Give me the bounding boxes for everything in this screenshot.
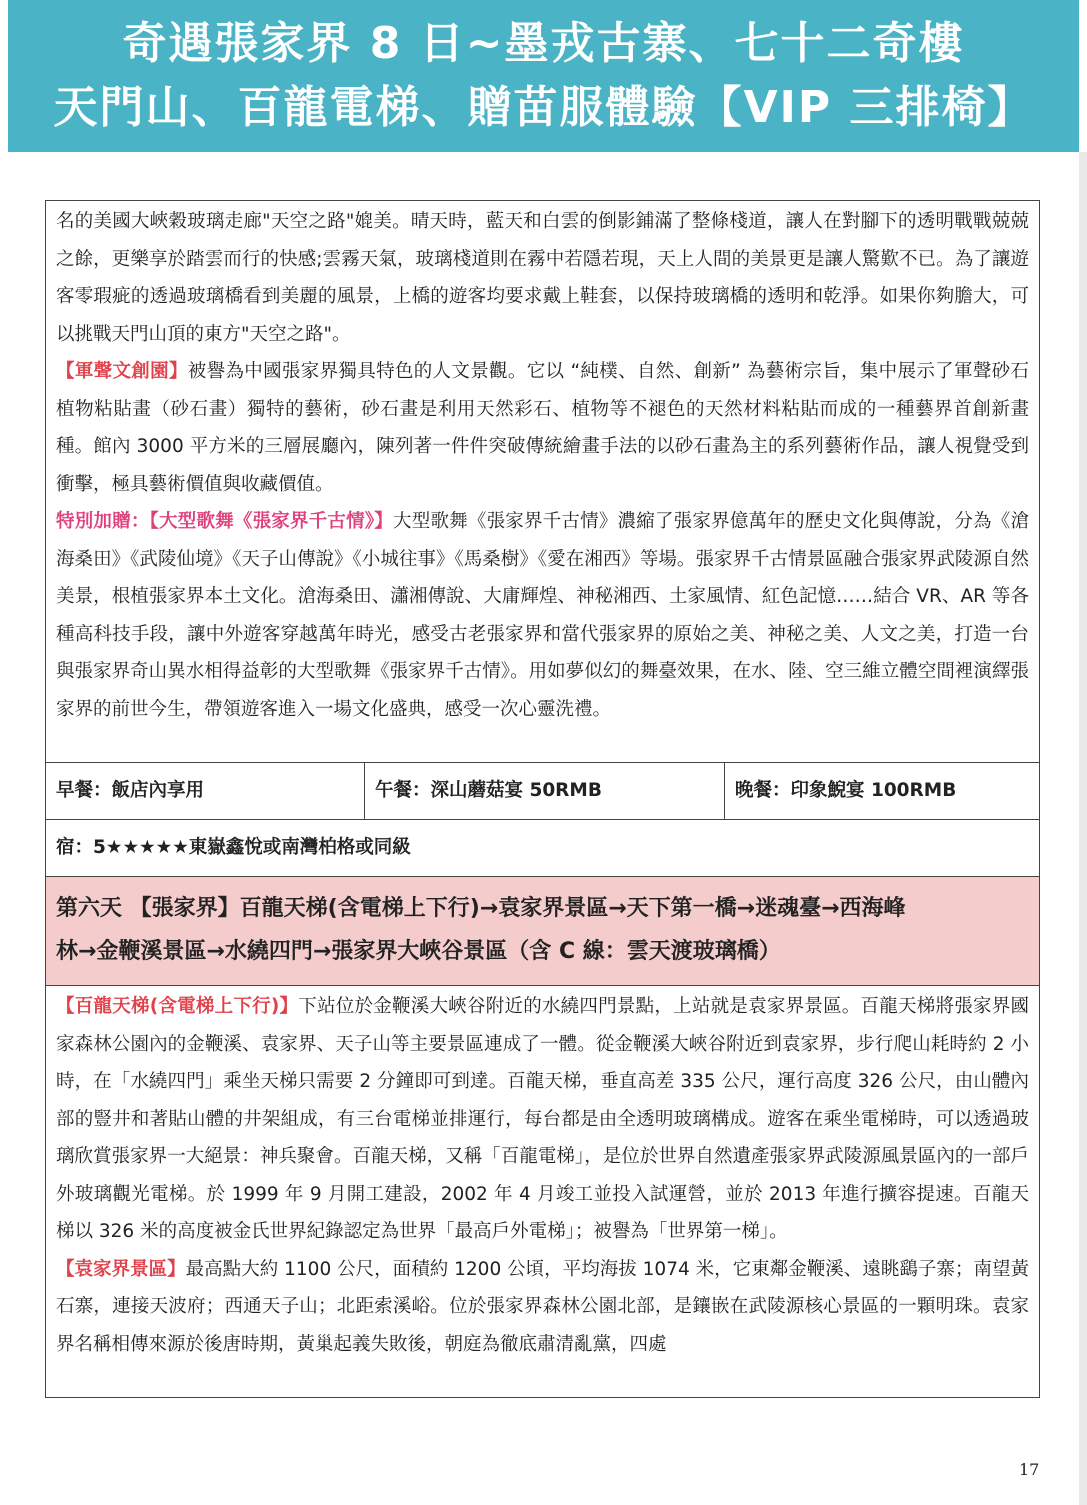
day-six-header [45,876,1040,986]
page-number: 17 [1019,1460,1040,1479]
day-six-line-2: 林→金鞭溪景區→水繞四門→張家界大峽谷景區（含 C 線：雲天渡玻璃橋） [56,939,781,964]
bailong-text: 下站位於金鞭溪大峽谷附近的水繞四門景點，上站就是袁家界景區。百龍天梯將張家界國家森林公園內的金鞭溪、袁家界、天子山等主要景區連成了一體。從金鞭溪大峽谷附近到袁家界，步行爬山耗時約 2 小時，在「水繞四門」乘坐天梯只需要 2 分鐘即可到達。百龍天梯，垂直高差 335 公尺，運行高度 326 公尺，由山體內部的豎井和著貼山體的井架組成，有三台電梯並排運行，每台都是由全透明玻璃構成。遊客在乘坐電梯時，可以透過玻璃欣賞張家界一大絕景：神兵聚會。百龍天梯，又稱「百龍電梯」，是位於世界自然遺產張家界武陵源風景區內的一部戶外玻璃觀光電梯。於 1999 年 9 月開工建設，2002 年 4 月竣工並投入試運營，並於 2013 年進行擴容提速。百龍天梯以 326 米的高度被金氏世界紀錄認定為世界「最高戶外電梯」；被譽為「世界第一梯」。 [56,996,1029,1242]
show-paragraph [56,503,1029,728]
day-six-description-block [45,985,1040,1398]
day-six-line-1: 第六天 【張家界】百龍天梯(含電梯上下行)→袁家界景區→天下第一橋→迷魂臺→西海峰 [56,896,906,921]
glass-walkway-paragraph: 名的美國大峽穀玻璃走廊"天空之路"媲美。晴天時，藍天和白雲的倒影鋪滿了整條棧道，讓人在對腳下的透明戰戰兢兢之餘，更樂享於踏雲而行的快感;雲霧天氣，玻璃棧道則在霧中若隱若現，天上人間的美景更是讓人驚歎不已。為了讓遊客零瑕疵的透過玻璃橋看到美麗的風景，上橋的遊客均要求戴上鞋套，以保持玻璃橋的透明和乾淨。如果你夠膽大，可以挑戰天門山頂的東方"天空之路"。 [56,211,1029,345]
show-text: 大型歌舞《張家界千古情》濃縮了張家界億萬年的歷史文化與傳說，分為《滄海桑田》《武陵仙境》《天子山傳說》《小城往事》《馬桑樹》《愛在湘西》等場。張家界千古情景區融合張家界武陵源自然美景，根植張家界本土文化。滄海桑田、瀟湘傳說、大庸輝煌、神秘湘西、土家風情、紅色記憶……結合 VR、AR 等各種高科技手段，讓中外遊客穿越萬年時光，感受古老張家界和當代張家界的原始之美、神秘之美、人文之美，打造一台與張家界奇山異水相得益彰的大型歌舞《張家界千古情》。用如夢似幻的舞臺效果，在水、陸、空三維立體空間裡演繹張家界的前世今生，帶領遊客進入一場文化盛典，感受一次心靈洗禮。 [56,511,1029,720]
yuanjiajie-title: 【袁家界景區】 [56,1258,186,1280]
junsheng-paragraph [56,353,1029,503]
bailong-title: 【百龍天梯(含電梯上下行)】 [56,996,299,1017]
page-edge-shadow [1079,152,1087,1505]
hotel-row: 宿：5★★★★★東嶽鑫悅或南灣柏格或同級 [45,819,1040,877]
title-line-1: 奇遇張家界 8 日~墨戎古寨、七十二奇樓 [122,18,965,69]
itinerary-description-block [45,200,1040,763]
dinner-cell: 晚餐：印象鯢宴 100RMB [724,763,1038,819]
junsheng-text: 被譽為中國張家界獨具特色的人文景觀。它以 “純樸、自然、創新” 為藝術宗旨，集中展示了軍聲砂石植物粘貼畫（砂石畫）獨特的藝術，砂石畫是利用天然彩石、植物等不褪色的天然材料粘貼而成的一種藝界首創新畫種。館內 3000 平方米的三層展廳內，陳列著一件件突破傳統繪畫手法的以砂石畫為主的系列藝術作品，讓人視覺受到衝擊，極具藝術價值與收藏價值。 [56,361,1029,495]
lunch-cell: 午餐：深山蘑菇宴 50RMB [364,763,724,819]
junsheng-title: 【軍聲文創園】 [56,361,188,382]
yuanjiajie-text: 最高點大約 1100 公尺，面積約 1200 公頃，平均海拔 1074 米，它東鄰金鞭溪、遠眺鷂子寨；南望黃石寨，連接天波府；西通天子山；北距索溪峪。位於張家界森林公園北部，是鑲嵌在武陵源核心景區的一顆明珠。袁家界名稱相傳來源於後唐時期，黃巢起義失敗後，朝庭為徹底肅清亂黨，四處 [56,1258,1029,1355]
bailong-paragraph [56,988,1029,1251]
yuanjiajie-paragraph [56,1251,1029,1364]
title-line-2: 天門山、百龍電梯、贈苗服體驗【VIP 三排椅】 [53,82,1034,133]
show-title: 特別加贈：【大型歌舞《張家界千古情》】 [56,511,394,532]
title-banner [8,0,1079,152]
breakfast-cell: 早餐：飯店內享用 [56,780,205,801]
meals-row [45,762,1040,820]
